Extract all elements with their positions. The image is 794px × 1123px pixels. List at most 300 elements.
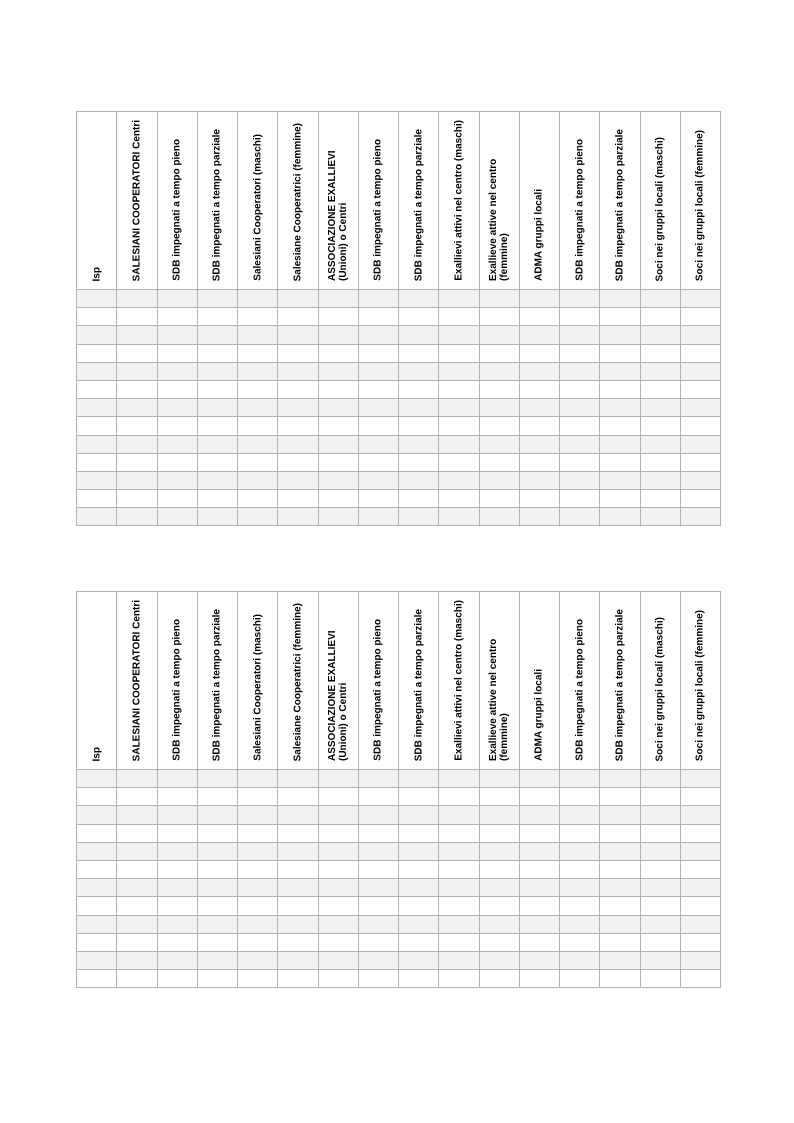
table-cell [157,897,197,915]
table-cell [157,860,197,878]
table-cell [157,933,197,951]
table-cell [278,290,318,308]
table-cell [680,842,720,860]
table-cell [318,933,358,951]
table-cell [358,897,398,915]
table-cell [479,788,519,806]
table-cell [358,824,398,842]
table-cell [117,915,157,933]
table-cell [117,970,157,988]
table-cell [278,770,318,788]
table-cell [157,308,197,326]
table-cell [117,788,157,806]
table-cell [197,435,237,453]
table-cell [680,399,720,417]
column-header [157,592,197,770]
table-cell [640,842,680,860]
table-cell [519,842,559,860]
table-cell [680,933,720,951]
table-cell [479,879,519,897]
table-cell [157,970,197,988]
column-header-label: SDB impegnati a tempo pieno [574,139,586,281]
table-cell [117,933,157,951]
table-cell [157,806,197,824]
table-cell [439,915,479,933]
table-cell [600,933,640,951]
table-cell [560,933,600,951]
table-cell [519,915,559,933]
table-cell [278,453,318,471]
table-cell [519,879,559,897]
table-cell [479,344,519,362]
table-cell [640,399,680,417]
table-cell [600,471,640,489]
table-cell [358,435,398,453]
table-cell [519,508,559,526]
table-cell [318,860,358,878]
table-cell [318,970,358,988]
table-cell [278,399,318,417]
table-row [77,380,721,398]
table-cell [77,970,117,988]
table-cell [439,508,479,526]
table-cell [399,860,439,878]
table-cell [238,842,278,860]
table-cell [640,860,680,878]
table-cell [680,951,720,969]
column-header-label: SDB impegnati a tempo parziale [614,128,626,281]
table-cell [640,951,680,969]
table-cell [278,417,318,435]
table-row [77,453,721,471]
table-cell [197,770,237,788]
table-cell [439,435,479,453]
table-cell [479,490,519,508]
table-cell [560,951,600,969]
table-cell [560,308,600,326]
table-cell [640,490,680,508]
table-cell [439,453,479,471]
table-cell [117,508,157,526]
table-cell [399,508,439,526]
table-cell [278,308,318,326]
table-cell [680,362,720,380]
table-cell [77,326,117,344]
table-cell [278,435,318,453]
data-table-1 [76,111,721,526]
table-cell [519,951,559,969]
table-cell [640,970,680,988]
table-cell [77,806,117,824]
table-row [77,970,721,988]
table-row [77,290,721,308]
column-header-label: Isp [91,266,103,281]
table-cell [278,970,318,988]
table-cell [197,824,237,842]
table-row [77,344,721,362]
table-cell [479,308,519,326]
table-cell [318,824,358,842]
table-cell [77,508,117,526]
table-cell [358,344,398,362]
table-cell [157,879,197,897]
table-cell [197,970,237,988]
table-cell [399,290,439,308]
column-header [439,112,479,290]
column-header [560,112,600,290]
column-header-label: Soci nei gruppi locali (maschi) [654,616,666,761]
table-cell [358,453,398,471]
table-cell [157,362,197,380]
table-cell [399,970,439,988]
header-row [77,592,721,770]
table-cell [479,915,519,933]
table-cell [117,380,157,398]
table-cell [479,290,519,308]
table-cell [479,362,519,380]
column-header [600,112,640,290]
column-header-label: SDB impegnati a tempo pieno [171,139,183,281]
table-cell [640,326,680,344]
table-cell [519,344,559,362]
table-cell [399,344,439,362]
table-cell [197,879,237,897]
table-cell [519,933,559,951]
table-cell [238,933,278,951]
table-cell [238,399,278,417]
table-cell [600,490,640,508]
table-cell [399,788,439,806]
table-cell [197,471,237,489]
table-cell [600,453,640,471]
column-header [197,592,237,770]
table-cell [238,435,278,453]
column-header [318,112,358,290]
table-cell [318,897,358,915]
table-cell [439,326,479,344]
table-cell [479,453,519,471]
table-cell [640,290,680,308]
table-cell [358,417,398,435]
table-cell [640,362,680,380]
table-cell [117,453,157,471]
column-header [358,592,398,770]
table-cell [479,806,519,824]
table-cell [77,933,117,951]
table-cell [238,508,278,526]
table-cell [157,326,197,344]
column-header-label: Salesiane Cooperatrici (femmine) [292,122,304,281]
column-header [519,112,559,290]
table-cell [519,380,559,398]
table-row [77,770,721,788]
table-cell [560,417,600,435]
table-cell [278,824,318,842]
table-cell [77,453,117,471]
table-cell [318,879,358,897]
column-header-label: ASSOCIAZIONE EXALLIEVI (Unioni) o Centri [327,150,350,281]
column-header-label: SDB impegnati a tempo parziale [413,608,425,761]
table-cell [77,915,117,933]
table-cell [439,788,479,806]
table-row [77,508,721,526]
table-row [77,933,721,951]
table-row [77,897,721,915]
table-cell [519,453,559,471]
table-row [77,435,721,453]
table-cell [77,290,117,308]
column-header-label: SDB impegnati a tempo pieno [372,619,384,761]
table-cell [77,399,117,417]
table-cell [157,417,197,435]
table-cell [399,951,439,969]
table-cell [560,380,600,398]
table-cell [519,970,559,988]
table-cell [479,435,519,453]
table-cell [479,933,519,951]
table-cell [600,788,640,806]
table-cell [117,290,157,308]
table-cell [117,951,157,969]
column-header-label: SDB impegnati a tempo pieno [171,619,183,761]
table-cell [157,915,197,933]
column-header [439,592,479,770]
table-cell [117,399,157,417]
table-cell [238,824,278,842]
table-cell [680,417,720,435]
table-cell [640,435,680,453]
table-row [77,842,721,860]
column-header-label: SDB impegnati a tempo parziale [211,128,223,281]
table-cell [117,471,157,489]
table-cell [318,915,358,933]
table-cell [197,897,237,915]
table-cell [600,380,640,398]
table-cell [439,970,479,988]
table-cell [560,879,600,897]
table-cell [358,879,398,897]
table-cell [358,290,398,308]
table-cell [399,471,439,489]
table-cell [77,824,117,842]
table-cell [157,380,197,398]
column-header-label: Exallievi attivi nel centro (maschi) [453,120,465,281]
table-cell [439,806,479,824]
table-cell [157,290,197,308]
table-cell [278,380,318,398]
table-cell [117,490,157,508]
table-cell [117,770,157,788]
table-cell [157,490,197,508]
table-cell [560,860,600,878]
table-cell [640,308,680,326]
table-cell [600,770,640,788]
table-cell [238,897,278,915]
table-cell [640,824,680,842]
table-row [77,915,721,933]
table-cell [117,362,157,380]
table-cell [197,915,237,933]
column-header [238,112,278,290]
table-cell [399,879,439,897]
table-cell [278,471,318,489]
column-header [358,112,398,290]
table-cell [519,471,559,489]
table-cell [77,308,117,326]
table-row [77,951,721,969]
table-cell [197,933,237,951]
table-cell [197,842,237,860]
column-header [680,592,720,770]
table-cell [318,453,358,471]
table-cell [278,879,318,897]
column-header-label: SDB impegnati a tempo pieno [372,139,384,281]
table-cell [358,380,398,398]
table-cell [399,362,439,380]
table-cell [479,824,519,842]
table-row [77,490,721,508]
column-header [157,112,197,290]
table-cell [640,508,680,526]
table-body [77,770,721,988]
table-row [77,806,721,824]
table-cell [318,788,358,806]
table-cell [680,453,720,471]
table-cell [278,860,318,878]
table-row [77,308,721,326]
table-cell [640,897,680,915]
table-cell [680,879,720,897]
table-cell [278,806,318,824]
table-cell [238,770,278,788]
table-cell [600,326,640,344]
table-cell [197,399,237,417]
table-cell [560,806,600,824]
table-cell [519,788,559,806]
table-cell [600,308,640,326]
table-cell [399,933,439,951]
table-cell [560,824,600,842]
table-cell [197,380,237,398]
column-header-label: ASSOCIAZIONE EXALLIEVI (Unioni) o Centri [327,630,350,761]
table-cell [238,471,278,489]
table-cell [600,435,640,453]
table-row [77,326,721,344]
column-header-label: SALESIANI COOPERATORI Centri [131,119,143,281]
table-cell [479,380,519,398]
table-cell [519,824,559,842]
table-cell [479,842,519,860]
table-cell [519,435,559,453]
table-cell [519,806,559,824]
table-cell [117,842,157,860]
table-cell [278,326,318,344]
table-cell [680,326,720,344]
table-cell [318,806,358,824]
column-header-label: SDB impegnati a tempo parziale [614,608,626,761]
table-cell [358,933,398,951]
table-cell [238,788,278,806]
table-cell [157,788,197,806]
data-table-2 [76,591,721,988]
table-cell [479,897,519,915]
table-row [77,860,721,878]
table-cell [318,290,358,308]
table-cell [680,508,720,526]
table-cell [600,344,640,362]
column-header [117,112,157,290]
table-cell [238,453,278,471]
table-cell [560,770,600,788]
table-cell [77,860,117,878]
table-row [77,471,721,489]
column-header [680,112,720,290]
table-cell [77,435,117,453]
table-cell [640,788,680,806]
table-cell [117,879,157,897]
table-cell [238,308,278,326]
table-cell [519,770,559,788]
table-cell [117,806,157,824]
table-cell [439,399,479,417]
table-cell [197,860,237,878]
table-cell [197,508,237,526]
table-cell [680,490,720,508]
table-cell [640,915,680,933]
column-header-label: ADMA gruppi locali [533,189,545,281]
table-cell [560,915,600,933]
column-header-label: Soci nei gruppi locali (maschi) [654,136,666,281]
table-cell [439,308,479,326]
table-cell [680,788,720,806]
table-cell [479,951,519,969]
table-cell [479,970,519,988]
table-cell [157,770,197,788]
table-cell [519,897,559,915]
table-cell [439,490,479,508]
table-cell [77,490,117,508]
table-cell [399,417,439,435]
table-cell [399,326,439,344]
table-cell [439,879,479,897]
table-cell [600,362,640,380]
table-cell [600,970,640,988]
column-header-label: Soci nei gruppi locali (femmine) [694,609,706,761]
column-header [278,112,318,290]
column-header-label: SALESIANI COOPERATORI Centri [131,599,143,761]
table-cell [560,842,600,860]
table-cell [318,435,358,453]
table-cell [680,915,720,933]
table-cell [77,344,117,362]
table-cell [560,970,600,988]
table-cell [117,417,157,435]
table-cell [197,344,237,362]
table-cell [640,344,680,362]
table-cell [157,344,197,362]
table-cell [197,417,237,435]
table-cell [238,490,278,508]
table-cell [439,290,479,308]
table-cell [519,308,559,326]
table-cell [157,453,197,471]
table-cell [519,490,559,508]
column-header [479,592,519,770]
table-cell [479,417,519,435]
column-header [197,112,237,290]
table-cell [197,308,237,326]
table-cell [560,788,600,806]
